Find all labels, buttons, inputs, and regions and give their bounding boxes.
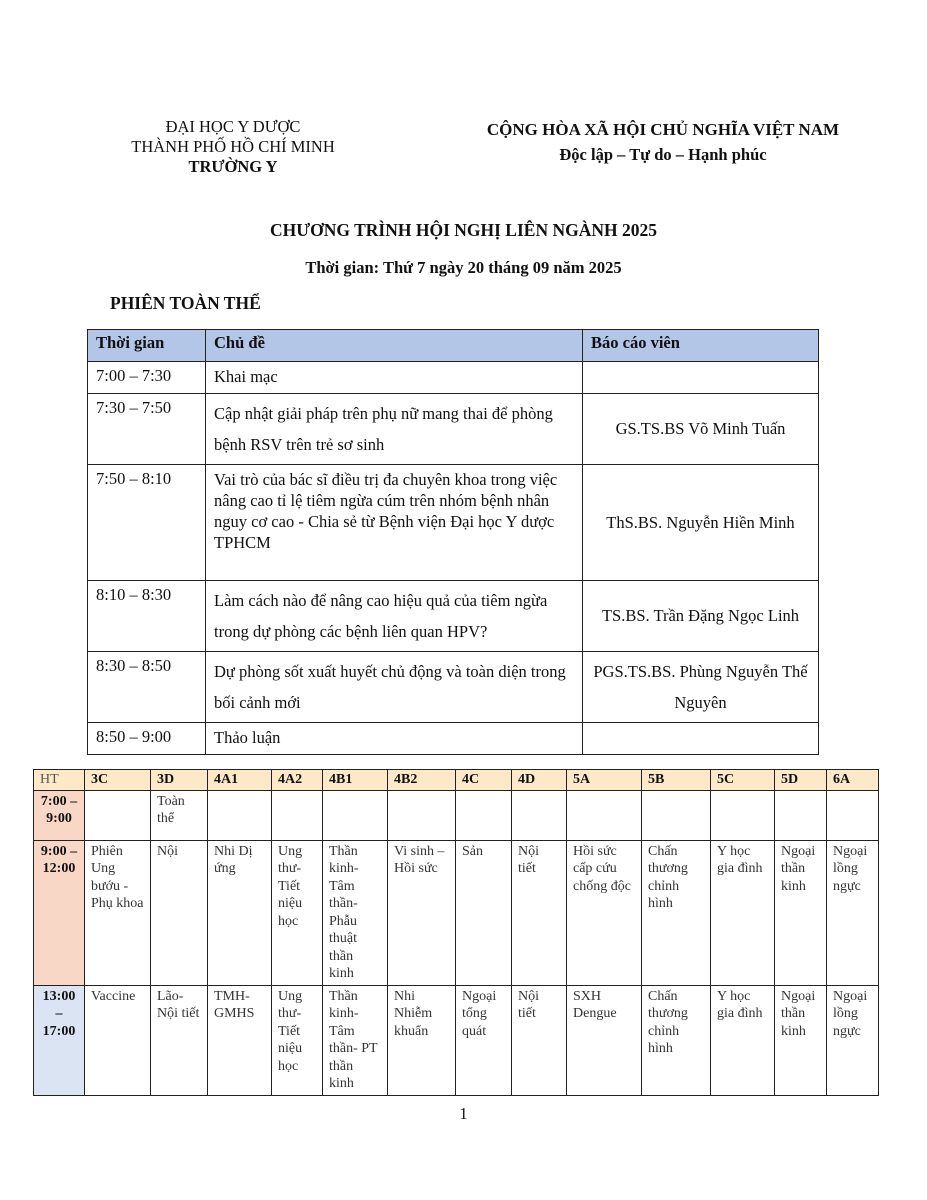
plenary-section-title: PHIÊN TOÀN THỂ (110, 293, 261, 313)
room-header-4d: 4D (512, 770, 567, 791)
session-cell: Chấn thương chỉnh hình (642, 985, 711, 1095)
document-title: CHƯƠNG TRÌNH HỘI NGHỊ LIÊN NGÀNH 2025 (270, 220, 657, 240)
schedule-row (34, 985, 879, 1095)
session-cell: SXH Dengue (567, 985, 642, 1095)
room-header-4a1: 4A1 (208, 770, 272, 791)
session-cell (512, 790, 567, 840)
session-cell (567, 790, 642, 840)
row-topic: Vai trò của bác sĩ điều trị đa chuyên khoa trong việc nâng cao tỉ lệ tiêm ngừa cúm trên nhóm bệnh nhân nguy cơ cao - Chia sẻ từ Bệnh viện Đại học Y dược TPHCM (206, 465, 583, 581)
row-time: 8:10 – 8:30 (88, 581, 206, 652)
session-cell (711, 790, 775, 840)
institution-line-3: TRƯỜNG Y (188, 157, 278, 176)
session-cell: Sản (456, 840, 512, 985)
session-cell: Ngoại lồng ngực (827, 840, 879, 985)
session-cell (388, 790, 456, 840)
row-time: 7:50 – 8:10 (88, 465, 206, 581)
schedule-row (34, 840, 879, 985)
time-slot-label: 7:00 – 9:00 (34, 790, 85, 840)
session-cell (208, 790, 272, 840)
column-header-topic: Chủ đề (206, 330, 583, 362)
row-topic: Khai mạc (206, 362, 583, 394)
room-header-4a2: 4A2 (272, 770, 323, 791)
session-cell: Ngoại lồng ngực (827, 985, 879, 1095)
session-cell: Ngoại thần kinh (775, 840, 827, 985)
table-row (88, 465, 819, 581)
session-cell (775, 790, 827, 840)
room-header-4c: 4C (456, 770, 512, 791)
table-header-row (88, 330, 819, 362)
session-cell: Nhi Dị ứng (208, 840, 272, 985)
table-row (88, 723, 819, 755)
session-cell: Nội tiết (512, 840, 567, 985)
time-slot-label: 9:00 – 12:00 (34, 840, 85, 985)
session-cell (323, 790, 388, 840)
institution-line-2: THÀNH PHỐ HỒ CHÍ MINH (131, 137, 335, 156)
row-speaker: GS.TS.BS Võ Minh Tuấn (583, 394, 819, 465)
row-topic: Làm cách nào để nâng cao hiệu quả của tiêm ngừa trong dự phòng các bệnh liên quan HPV? (206, 581, 583, 652)
room-header-5a: 5A (567, 770, 642, 791)
session-cell: Vi sinh – Hồi sức (388, 840, 456, 985)
time-slot-label: 13:00 – 17:00 (34, 985, 85, 1095)
row-time: 8:50 – 9:00 (88, 723, 206, 755)
session-cell: Chấn thương chỉnh hình (642, 840, 711, 985)
room-header-5d: 5D (775, 770, 827, 791)
session-cell (272, 790, 323, 840)
row-speaker: ThS.BS. Nguyễn Hiền Minh (583, 465, 819, 581)
session-cell: TMH-GMHS (208, 985, 272, 1095)
session-cell: Nhi Nhiễm khuẩn (388, 985, 456, 1095)
session-cell: Nội (151, 840, 208, 985)
row-speaker: TS.BS. Trần Đặng Ngọc Linh (583, 581, 819, 652)
row-time: 8:30 – 8:50 (88, 652, 206, 723)
room-header-row (34, 770, 879, 791)
row-time: 7:30 – 7:50 (88, 394, 206, 465)
row-topic: Dự phòng sốt xuất huyết chủ động và toàn diện trong bối cảnh mới (206, 652, 583, 723)
session-cell: Vaccine (85, 985, 151, 1095)
row-speaker (583, 723, 819, 755)
row-speaker (583, 362, 819, 394)
session-cell: Phiên Ung bướu - Phụ khoa (85, 840, 151, 985)
national-header (458, 117, 868, 167)
corner-header: HT (34, 770, 85, 791)
room-header-3c: 3C (85, 770, 151, 791)
session-cell (642, 790, 711, 840)
row-topic: Cập nhật giải pháp trên phụ nữ mang thai để phòng bệnh RSV trên trẻ sơ sinh (206, 394, 583, 465)
table-row (88, 652, 819, 723)
session-cell: Nội tiết (512, 985, 567, 1095)
session-cell: Ung thư-Tiết niệu học (272, 840, 323, 985)
session-cell: Y học gia đình (711, 985, 775, 1095)
institution-line-1: ĐẠI HỌC Y DƯỢC (165, 117, 301, 136)
row-time: 7:00 – 7:30 (88, 362, 206, 394)
room-header-4b2: 4B2 (388, 770, 456, 791)
row-topic: Thảo luận (206, 723, 583, 755)
session-cell (827, 790, 879, 840)
room-header-5c: 5C (711, 770, 775, 791)
session-cell (456, 790, 512, 840)
table-row (88, 581, 819, 652)
table-row (88, 362, 819, 394)
room-schedule-table (33, 769, 879, 1096)
session-cell: Hồi sức cấp cứu chống độc (567, 840, 642, 985)
session-cell: Toàn thể (151, 790, 208, 840)
schedule-row (34, 790, 879, 840)
session-cell: Thần kinh-Tâm thần-Phẫu thuật thần kinh (323, 840, 388, 985)
session-cell: Thần kinh-Tâm thần- PT thần kinh (323, 985, 388, 1095)
session-cell: Ngoại tổng quát (456, 985, 512, 1095)
page-number: 1 (459, 1104, 468, 1123)
event-date: Thời gian: Thứ 7 ngày 20 tháng 09 năm 2025 (305, 258, 622, 277)
session-cell: Ngoại thần kinh (775, 985, 827, 1095)
national-motto-line-1: CỘNG HÒA XÃ HỘI CHỦ NGHĨA VIỆT NAM (486, 120, 840, 139)
room-header-6a: 6A (827, 770, 879, 791)
column-header-time: Thời gian (88, 330, 206, 362)
row-speaker: PGS.TS.BS. Phùng Nguyễn Thế Nguyên (583, 652, 819, 723)
plenary-program-table (87, 329, 819, 755)
column-header-speaker: Báo cáo viên (583, 330, 819, 362)
room-header-4b1: 4B1 (323, 770, 388, 791)
session-cell: Y học gia đình (711, 840, 775, 985)
room-header-5b: 5B (642, 770, 711, 791)
room-header-3d: 3D (151, 770, 208, 791)
session-cell: Ung thư-Tiết niệu học (272, 985, 323, 1095)
session-cell (85, 790, 151, 840)
institution-header (100, 117, 366, 177)
table-row (88, 394, 819, 465)
national-motto-line-2: Độc lập – Tự do – Hạnh phúc (559, 145, 767, 164)
session-cell: Lão-Nội tiết (151, 985, 208, 1095)
